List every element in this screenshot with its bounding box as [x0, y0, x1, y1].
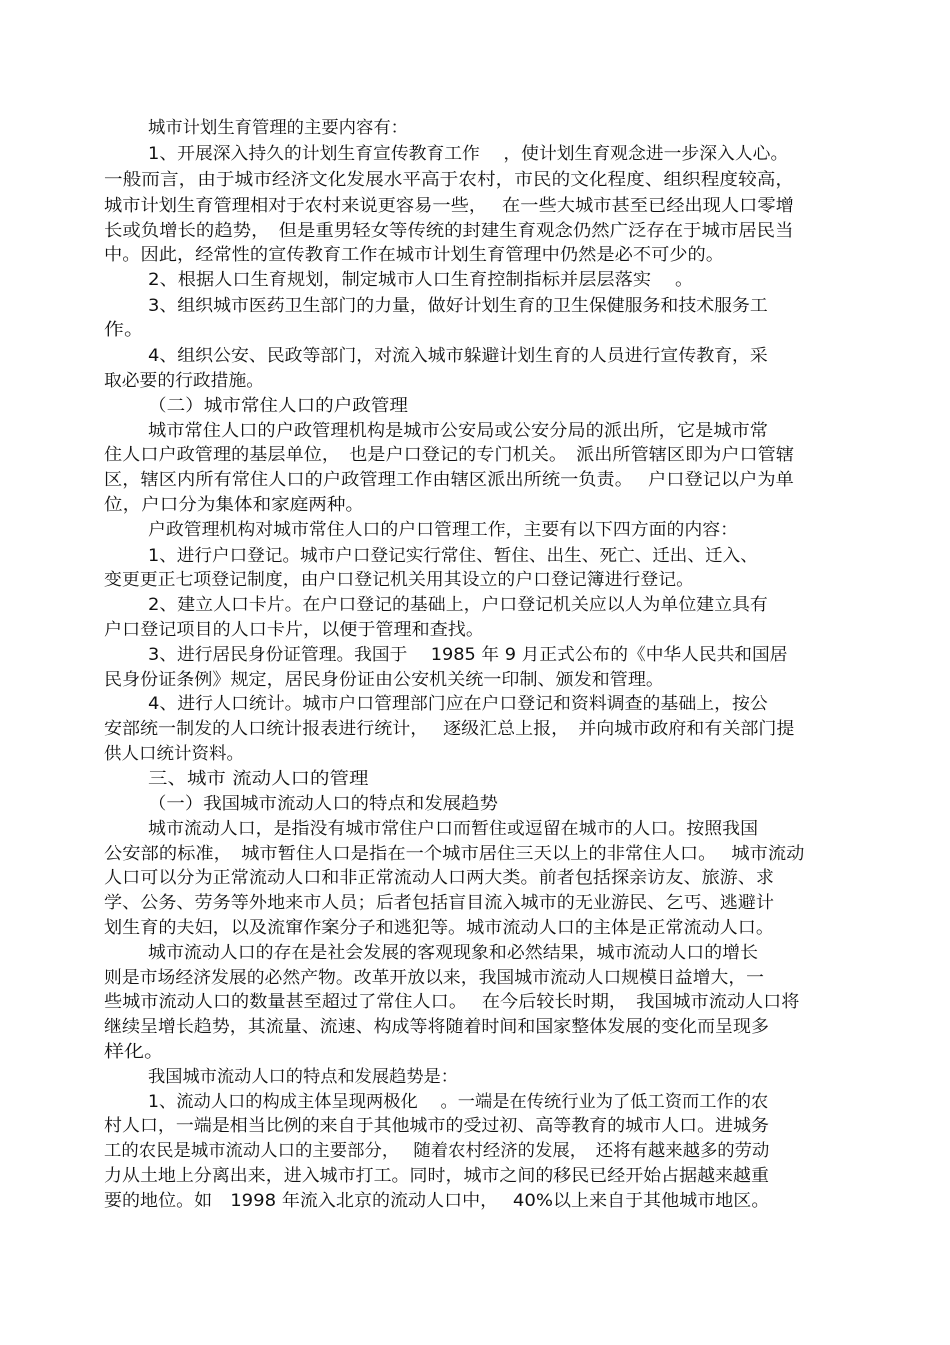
- text-line: 城市流动人口的存在是社会发展的客观现象和必然结果，城市流动人口的增长: [148, 943, 759, 963]
- text-line: 户政管理机构对城市常住人口的户口管理工作，主要有以下四方面的内容：: [148, 520, 739, 540]
- text-line: 城市计划生育管理相对于农村来说更容易一些， 在一些大城市甚至已经出现人口零增: [104, 196, 794, 216]
- text-line: 长或负增长的趋势， 但是重男轻女等传统的封建生育观念仍然广泛存在于城市居民当: [104, 221, 794, 241]
- text-line: 一般而言，由于城市经济文化发展水平高于农村，市民的文化程度、组织程度较高，: [104, 170, 795, 190]
- text-line: 住人口户政管理的基层单位， 也是户口登记的专门机关。 派出所管辖区即为户口管辖: [104, 445, 794, 465]
- text-line: 安部统一制发的人口统计报表进行统计， 逐级汇总上报， 并向城市政府和有关部门提: [104, 719, 795, 739]
- text-line: 城市流动人口，是指没有城市常住户口而暂住或逗留在城市的人口。按照我国: [148, 819, 759, 839]
- text-line: 位，户口分为集体和家庭两种。: [104, 495, 364, 515]
- text-line: 1、开展深入持久的计划生育宣传教育工作 ，使计划生育观念进一步深入人心。: [148, 144, 789, 164]
- text-line: 继续呈增长趋势，其流量、流速、构成等将随着时间和国家整体发展的变化而呈现多: [104, 1017, 769, 1037]
- text-line: 学、公务、劳务等外地来市人员；后者包括盲目流入城市的无业游民、乞丐、逃避计: [104, 893, 775, 913]
- text-line: 2、建立人口卡片。在户口登记的基础上，户口登记机关应以人为单位建立具有: [148, 595, 768, 615]
- text-line: 人口可以分为正常流动人口和非正常流动人口两大类。前者包括探亲访友、旅游、求: [104, 868, 775, 888]
- text-line: 作。: [104, 320, 145, 340]
- text-line: 力从土地上分离出来，进入城市打工。同时，城市之间的移民已经开始占据越来越重: [104, 1166, 769, 1186]
- text-line: 则是市场经济发展的必然产物。改革开放以来，我国城市流动人口规模日益增大，一: [104, 968, 765, 988]
- text-line: 划生育的夫妇，以及流窜作案分子和逃犯等。城市流动人口的主体是正常流动人口。: [104, 918, 775, 938]
- text-line: 户口登记项目的人口卡片，以便于管理和查找。: [104, 620, 484, 640]
- text-line: 城市计划生育管理的主要内容有：: [148, 118, 408, 138]
- text-line: 供人口统计资料。: [104, 744, 244, 764]
- text-line: 样化。: [104, 1042, 165, 1062]
- text-line: 公安部的标准， 城市暂住人口是指在一个城市居住三天以上的非常住人口。 城市流动: [104, 844, 805, 864]
- text-line: 中。因此，经常性的宣传教育工作在城市计划生育管理中仍然是必不可少的。: [104, 245, 725, 265]
- text-line: 民身份证条例》规定，居民身份证由公安机关统一印制、颁发和管理。: [104, 670, 664, 690]
- text-line: 工的农民是城市流动人口的主要部分， 随着农村经济的发展， 还将有越来越多的劳动: [104, 1141, 770, 1161]
- text-line: 4、组织公安、民政等部门，对流入城市躲避计划生育的人员进行宣传教育，采: [148, 346, 768, 366]
- text-line: 3、进行居民身份证管理。我国于 1985 年 9 月正式公布的《中华人民共和国居: [148, 645, 788, 665]
- section-heading: （一）我国城市流动人口的特点和发展趋势: [148, 794, 499, 814]
- text-line: 2、根据人口生育规划，制定城市人口生育控制指标并层层落实 。: [148, 270, 694, 290]
- text-line: 1、流动人口的构成主体呈现两极化 。一端是在传统行业为了低工资而工作的农: [148, 1092, 769, 1112]
- text-line: 城市常住人口的户政管理机构是城市公安局或公安分局的派出所，它是城市常: [148, 421, 769, 441]
- text-line: 村人口，一端是相当比例的来自于其他城市的受过初、高等教育的城市人口。进城务: [104, 1116, 769, 1136]
- text-line: 4、进行人口统计。城市户口管理部门应在户口登记和资料调查的基础上，按公: [148, 694, 768, 714]
- section-heading: （二）城市常住人口的户政管理: [148, 396, 408, 416]
- section-heading: 三、城市 流动人口的管理: [148, 769, 369, 789]
- text-line: 变更更正七项登记制度，由户口登记机关用其设立的户口登记簿进行登记。: [104, 570, 695, 590]
- text-line: 取必要的行政措施。: [104, 371, 265, 391]
- text-line: 些城市流动人口的数量甚至超过了常住人口。 在今后较长时期， 我国城市流动人口将: [104, 992, 800, 1012]
- text-line: 我国城市流动人口的特点和发展趋势是：: [148, 1067, 459, 1087]
- text-line: 1、进行户口登记。城市户口登记实行常住、暂住、出生、死亡、迁出、迁入、: [148, 546, 758, 566]
- text-line: 要的地位。如 1998 年流入北京的流动人口中， 40%以上来自于其他城市地区。: [104, 1191, 770, 1211]
- text-line: 区，辖区内所有常住人口的户政管理工作由辖区派出所统一负责。 户口登记以户为单: [104, 470, 794, 490]
- text-line: 3、组织城市医药卫生部门的力量，做好计划生育的卫生保健服务和技术服务工: [148, 296, 768, 316]
